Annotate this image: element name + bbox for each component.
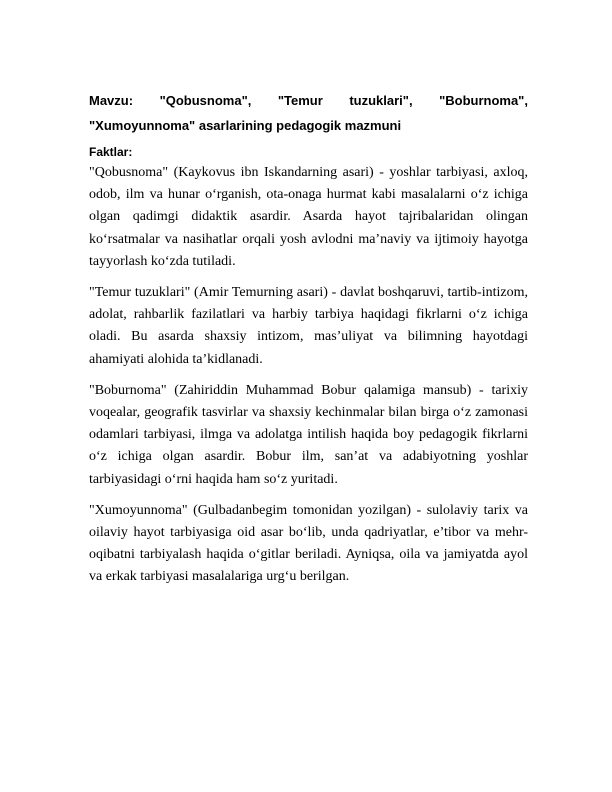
title-word: tuzuklari",	[349, 93, 413, 108]
paragraph-qobusnoma: "Qobusnoma" (Kaykovus ibn Iskandarning asari) - yoshlar tarbiyasi, axloq, odob, ilm va hunar o‘rganish, ota-onaga hurmat kabi masalalarni o‘z ichiga olgan qadimgi didaktik asardir. Asarda hayot tajribalaridan olingan ko‘rsatmalar va nasihatlar orqali yosh avlodni ma’naviy va ijtimoiy hayotga tayyorlash ko‘zda tutiladi.	[89, 165, 528, 269]
title-word: "Temur	[277, 93, 323, 108]
title-word: "Qobusnoma",	[159, 93, 252, 108]
paragraph-boburnoma: "Boburnoma" (Zahiriddin Muhammad Bobur qalamiga mansub) - tarixiy voqealar, geografik tasvirlar va shaxsiy kechinmalar bilan birga o‘z zamonasi odamlari tarbiyasi, ilmga va adolatga intilish haqida boy pedagogik fikrlarni o‘z ichiga olgan asardir. Bobur ilm, san’at va adabiyotning yoshlar tarbiyasidagi o‘rni haqida ham so‘z yuritadi.	[89, 382, 528, 487]
title-line-2: "Xumoyunnoma" asarlarining pedagogik mazmuni	[89, 118, 402, 133]
paragraph-xumoyunnoma: "Xumoyunnoma" (Gulbadanbegim tomonidan yozilgan) - sulolaviy tarix va oilaviy hayot tarbiyasiga oid asar bo‘lib, unda qadriyatlar, e’tibor va mehr-oqibatni tarbiyalash haqida o‘gitlar beriladi. Ayniqsa, oila va jamiyatda ayol va erkak tarbiyasi masalalariga urg‘u berilgan.	[89, 502, 528, 585]
facts-heading: Faktlar:	[89, 145, 133, 159]
paragraph-temur-tuzuklari: "Temur tuzuklari" (Amir Temurning asari) - davlat boshqaruvi, tartib-intizom, adolat, rahbarlik fazilatlari va harbiy tarbiya haqidagi fikrlarni o‘z ichiga oladi. Bu asarda shaxsiy intizom, mas’uliyat va bilimning hayotdagi ahamiyati alohida ta’kidlanadi.	[89, 285, 528, 367]
title-line-1	[89, 88, 528, 113]
document-page	[89, 88, 528, 598]
title-word: "Boburnoma",	[439, 93, 528, 108]
title-word: Mavzu:	[89, 93, 134, 108]
document-title	[89, 88, 528, 138]
